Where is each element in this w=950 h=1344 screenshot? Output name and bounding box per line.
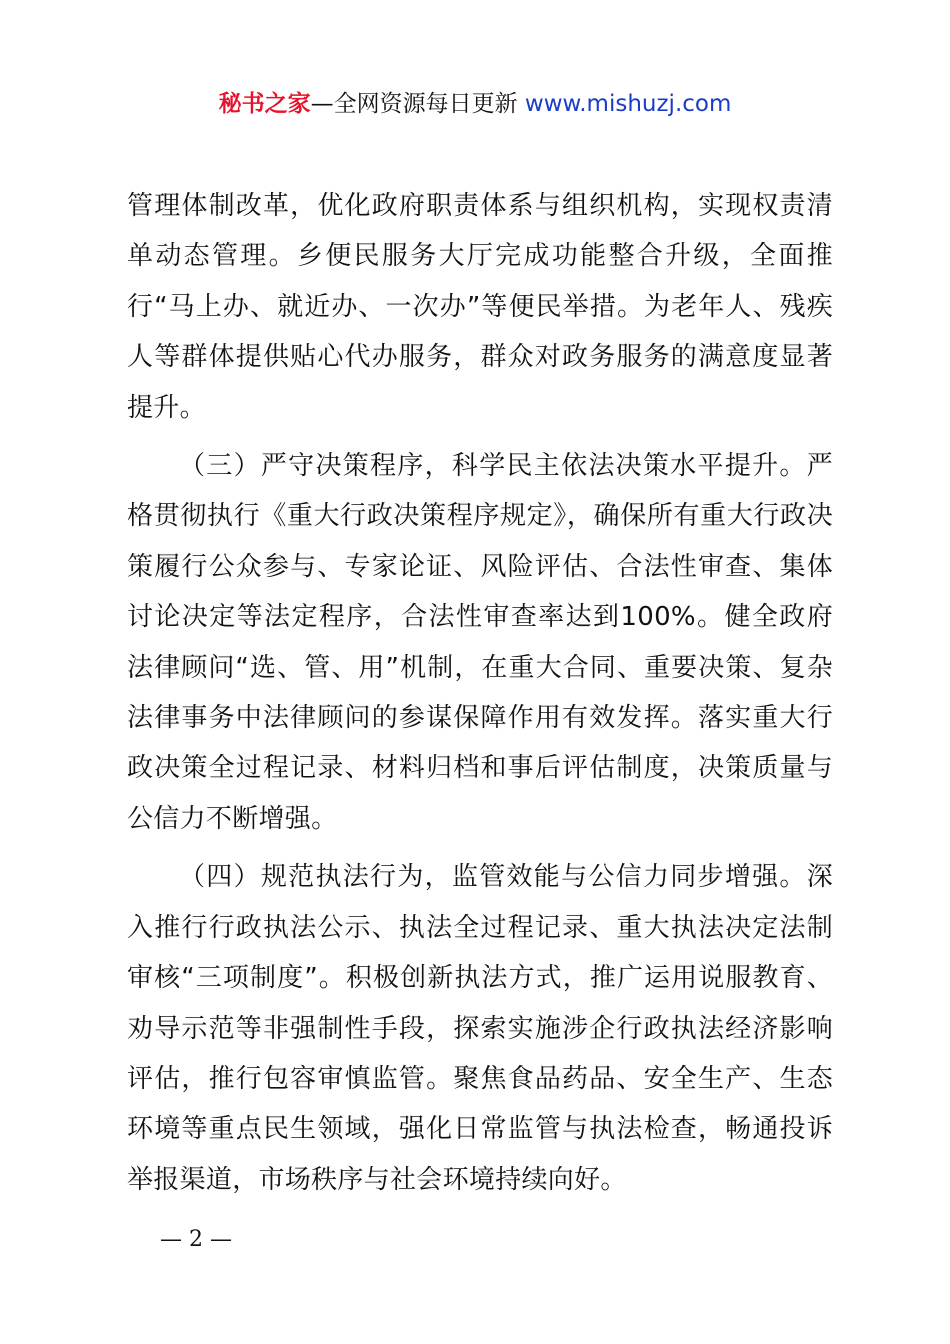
paragraph-section-3: （三）严守决策程序，科学民主依法决策水平提升。严格贯彻执行《重大行政决策程序规定》，确保所有重大行政决策履行公众参与、专家论证、风险评估、合法性审查、集体讨论决定等法定程序，合法性审查率达到100%。健全政府法律顾问“选、管、用”机制，在重大合同、重要决策、复杂法律事务中法律顾问的参谋保障作用有效发挥。落实重大行政决策全过程记录、材料归档和事后评估制度，决策质量与公信力不断增强。 xyxy=(127,451,833,834)
site-header xyxy=(0,88,950,120)
site-url-link[interactable]: www.mishuzj.com xyxy=(524,91,732,117)
paragraph-section-4: （四）规范执法行为，监管效能与公信力同步增强。深入推行行政执法公示、执法全过程记录、重大执法决定法制审核“三项制度”。积极创新执法方式，推广运用说服教育、劝导示范等非强制性手段，探索实施涉企行政执法经济影响评估，推行包容审慎监管。聚焦食品药品、安全生产、生态环境等重点民生领域，强化日常监管与执法检查，畅通投诉举报渠道，市场秩序与社会环境持续向好。 xyxy=(127,862,833,1195)
document-body xyxy=(127,181,833,1205)
site-brand: 秘书之家 xyxy=(218,91,311,117)
page-number: — 2 — xyxy=(160,1227,232,1252)
paragraph-continuation: 管理体制改革，优化政府职责体系与组织机构，实现权责清单动态管理。乡便民服务大厅完成功能整合升级，全面推行“马上办、就近办、一次办”等便民举措。为老年人、残疾人等群体提供贴心代办服务，群众对政务服务的满意度显著提升。 xyxy=(127,191,833,423)
site-tagline: —全网资源每日更新 xyxy=(310,91,518,117)
